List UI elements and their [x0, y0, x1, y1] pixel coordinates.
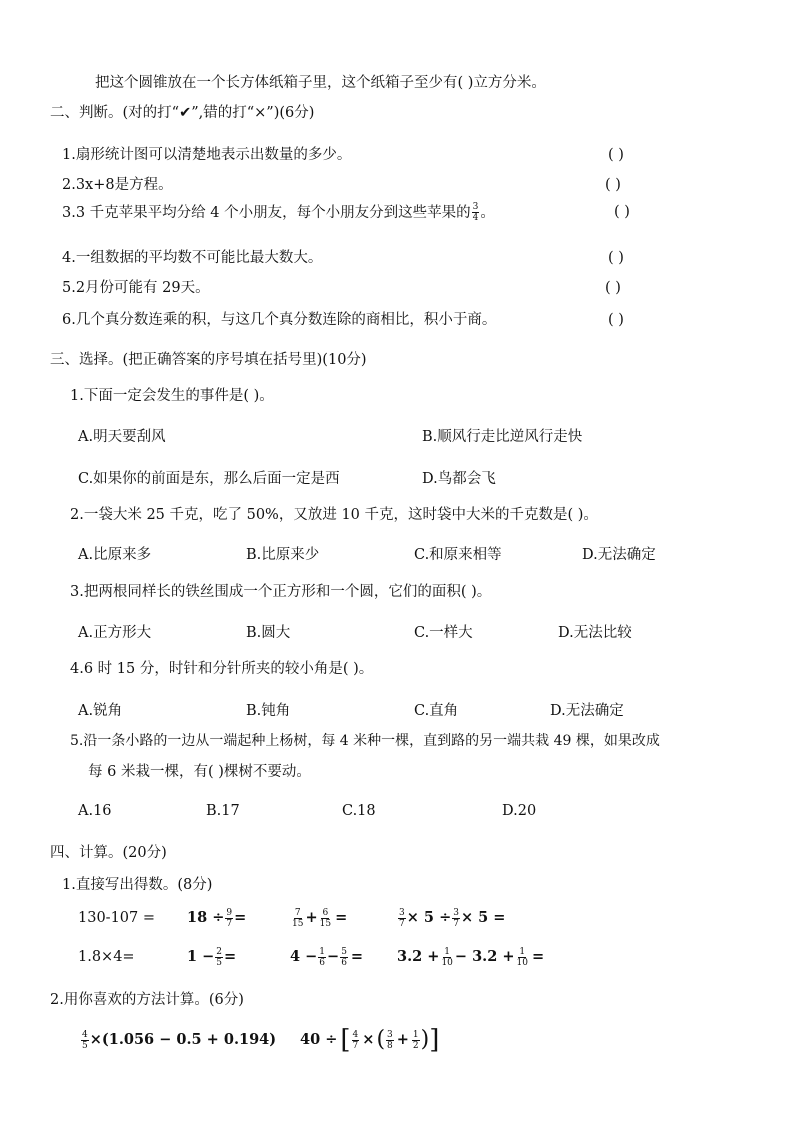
- choice-q5-stem-line1: 5.沿一条小路的一边从一端起种上杨树，每 4 米种一棵，直到路的另一端共栽 49 棵，如果改成: [70, 733, 660, 749]
- calc-expr-6: [187, 944, 236, 970]
- judge-item-3-end: 。: [480, 204, 495, 221]
- calc-expr-7: [290, 944, 363, 970]
- choice-q4-option-c[interactable]: C.直角: [414, 703, 459, 719]
- calc-expr-10-fraction-2: [386, 1030, 394, 1051]
- fraction-numerator: 1: [319, 946, 326, 957]
- fraction-denominator: 10: [516, 957, 528, 968]
- calc-expr-10: [300, 1024, 439, 1056]
- calc-expr-8-mid: − 3.2 +: [454, 948, 515, 965]
- judge-item-3-text: 3.3 千克苹果平均分给 4 个小朋友，每个小朋友分到这些苹果的: [62, 204, 471, 221]
- fraction-denominator: 6: [341, 957, 347, 968]
- fraction-numerator: 1: [444, 946, 451, 957]
- calc-sub2-title: 2.用你喜欢的方法计算。(6分): [50, 992, 244, 1008]
- calc-expr-9-body: ×(1.056 − 0.5 + 0.194): [89, 1031, 277, 1048]
- choice-q2-option-d[interactable]: D.无法确定: [582, 547, 656, 563]
- fraction-numerator: 5: [341, 946, 347, 957]
- calc-expr-10-left-bracket: [: [340, 1025, 351, 1055]
- fraction-numerator: 3: [472, 202, 479, 212]
- section3-title: 三、选择。(把正确答案的序号填在括号里)(10分): [50, 352, 367, 368]
- choice-q2-option-a[interactable]: A.比原来多: [78, 547, 152, 563]
- calc-sub1-title: 1.直接写出得数。(8分): [62, 877, 213, 893]
- fraction-denominator: 7: [352, 1040, 359, 1051]
- judge-item-4: 4.一组数据的平均数不可能比最大数大。: [62, 250, 323, 266]
- calc-expr-9: [80, 1026, 276, 1054]
- intro-line: 把这个圆锥放在一个长方体纸箱子里，这个纸箱子至少有( )立方分米。: [95, 75, 546, 91]
- judge-item-2: 2.3x+8是方程。: [62, 177, 173, 193]
- judge-item-5: 5.2月份可能有 29天。: [62, 280, 210, 296]
- choice-q4-option-b[interactable]: B.钝角: [246, 703, 291, 719]
- calc-expr-10-plus: +: [396, 1031, 409, 1048]
- choice-q2-stem: 2.一袋大米 25 千克，吃了 50%，又放进 10 千克，这时袋中大米的千克数是( )。: [70, 507, 598, 523]
- choice-q4-stem: 4.6 时 15 分，时针和分针所夹的较小角是( )。: [70, 661, 374, 677]
- fraction-denominator: 7: [226, 918, 233, 929]
- calc-expr-8-equals: =: [531, 948, 545, 965]
- calc-expr-7-minus: −: [327, 948, 340, 965]
- calc-expr-8-left: 3.2 +: [397, 948, 440, 965]
- fraction-denominator: 6: [319, 957, 326, 968]
- calc-expr-4-end: × 5 =: [460, 909, 506, 926]
- fraction-numerator: 3: [453, 907, 459, 918]
- calc-expr-1: 130-107 =: [78, 910, 156, 926]
- calc-expr-9-fraction: [81, 1030, 89, 1051]
- fraction-denominator: 15: [292, 918, 304, 929]
- calc-expr-3-plus: +: [305, 909, 318, 926]
- choice-q1-option-a[interactable]: A.明天要刮风: [78, 429, 166, 445]
- calc-expr-3-fraction-2: [319, 908, 332, 929]
- fraction-numerator: 1: [519, 946, 526, 957]
- choice-q3-stem: 3.把两根同样长的铁丝围成一个正方形和一个圆，它们的面积( )。: [70, 584, 492, 600]
- section4-title: 四、计算。(20分): [50, 845, 167, 861]
- judge-item-6: 6.几个真分数连乘的积，与这几个真分数连除的商相比，积小于商。: [62, 312, 497, 328]
- calc-expr-10-fraction-3: [412, 1030, 420, 1051]
- judge-item-3-fraction: [472, 202, 480, 223]
- choice-q5-option-d[interactable]: D.20: [502, 803, 537, 819]
- calc-expr-6-fraction: [215, 947, 223, 968]
- calc-expr-10-right-bracket: ]: [429, 1025, 440, 1055]
- calc-expr-6-left: 1 −: [187, 948, 215, 965]
- calc-expr-3-fraction-1: [291, 908, 304, 929]
- calc-expr-2-left: 18 ÷: [187, 909, 225, 926]
- calc-expr-2: [187, 905, 246, 931]
- choice-q3-option-a[interactable]: A.正方形大: [78, 625, 152, 641]
- fraction-numerator: 1: [412, 1029, 419, 1040]
- choice-q5-option-b[interactable]: B.17: [206, 803, 240, 819]
- fraction-numerator: 3: [399, 907, 405, 918]
- calc-expr-8: [397, 944, 544, 970]
- fraction-numerator: 3: [387, 1029, 393, 1040]
- choice-q1-option-c[interactable]: C.如果你的前面是东，那么后面一定是西: [78, 471, 340, 487]
- fraction-denominator: 2: [412, 1040, 419, 1051]
- calc-expr-7-fraction-1: [318, 947, 326, 968]
- fraction-denominator: 7: [453, 918, 459, 929]
- calc-expr-10-left-paren: (: [376, 1027, 386, 1052]
- choice-q1-stem: 1.下面一定会发生的事件是( )。: [70, 388, 274, 404]
- fraction-denominator: 7: [399, 918, 405, 929]
- choice-q4-option-a[interactable]: A.锐角: [78, 703, 123, 719]
- section2-title: 二、判断。(对的打“✔”,错的打“×”)(6分): [50, 105, 315, 121]
- calc-expr-4-fraction-2: [452, 908, 460, 929]
- fraction-numerator: 4: [82, 1029, 88, 1040]
- judge-item-3: [62, 202, 495, 223]
- fraction-denominator: 5: [216, 957, 223, 968]
- fraction-numerator: 6: [322, 907, 329, 918]
- fraction-numerator: 9: [226, 907, 233, 918]
- calc-expr-4-fraction-1: [398, 908, 406, 929]
- choice-q3-option-d[interactable]: D.无法比较: [558, 625, 632, 641]
- choice-q3-option-b[interactable]: B.圆大: [246, 625, 291, 641]
- choice-q2-option-c[interactable]: C.和原来相等: [414, 547, 502, 563]
- choice-q1-option-b[interactable]: B.顺风行走比逆风行走快: [422, 429, 583, 445]
- calc-expr-10-fraction-1: [352, 1030, 360, 1051]
- judge-paren-5[interactable]: ( ): [605, 280, 621, 296]
- judge-item-1: 1.扇形统计图可以清楚地表示出数量的多少。: [62, 147, 352, 163]
- choice-q2-option-b[interactable]: B.比原来少: [246, 547, 320, 563]
- calc-expr-2-fraction: [225, 908, 233, 929]
- choice-q5-option-a[interactable]: A.16: [78, 803, 112, 819]
- fraction-denominator: 10: [441, 957, 453, 968]
- fraction-numerator: 4: [352, 1029, 359, 1040]
- calc-expr-10-left: 40 ÷: [300, 1031, 338, 1048]
- fraction-denominator: 4: [472, 213, 479, 223]
- choice-q4-option-d[interactable]: D.无法确定: [550, 703, 624, 719]
- calc-expr-10-times: ×: [362, 1031, 375, 1048]
- calc-expr-7-left: 4 −: [290, 948, 318, 965]
- fraction-denominator: 8: [387, 1040, 393, 1051]
- calc-expr-7-fraction-2: [340, 947, 348, 968]
- calc-expr-10-right-paren: ): [420, 1027, 430, 1052]
- fraction-denominator: 15: [319, 918, 332, 929]
- choice-q5-stem-line2: 每 6 米栽一棵，有( )棵树不要动。: [88, 764, 311, 780]
- calc-expr-8-fraction-1: [440, 947, 453, 968]
- choice-q5-option-c[interactable]: C.18: [342, 803, 376, 819]
- calc-expr-8-fraction-2: [516, 947, 529, 968]
- fraction-denominator: 5: [82, 1040, 88, 1051]
- calc-expr-2-equals: =: [234, 909, 247, 926]
- calc-expr-6-equals: =: [224, 948, 237, 965]
- calc-expr-4-mid: × 5 ÷: [406, 909, 452, 926]
- judge-paren-3[interactable]: ( ): [614, 204, 630, 220]
- calc-expr-4: [397, 905, 505, 931]
- judge-paren-1[interactable]: ( ): [608, 147, 624, 163]
- calc-expr-7-equals: =: [350, 948, 364, 965]
- calc-expr-3: [290, 905, 347, 931]
- fraction-numerator: 2: [216, 946, 223, 957]
- calc-expr-5: 1.8×4=: [78, 949, 135, 965]
- calc-expr-3-equals: =: [335, 909, 348, 926]
- judge-paren-4[interactable]: ( ): [608, 250, 624, 266]
- choice-q1-option-d[interactable]: D.鸟都会飞: [422, 471, 496, 487]
- choice-q3-option-c[interactable]: C.一样大: [414, 625, 473, 641]
- fraction-numerator: 7: [294, 907, 301, 918]
- judge-paren-6[interactable]: ( ): [608, 312, 624, 328]
- judge-paren-2[interactable]: ( ): [605, 177, 621, 193]
